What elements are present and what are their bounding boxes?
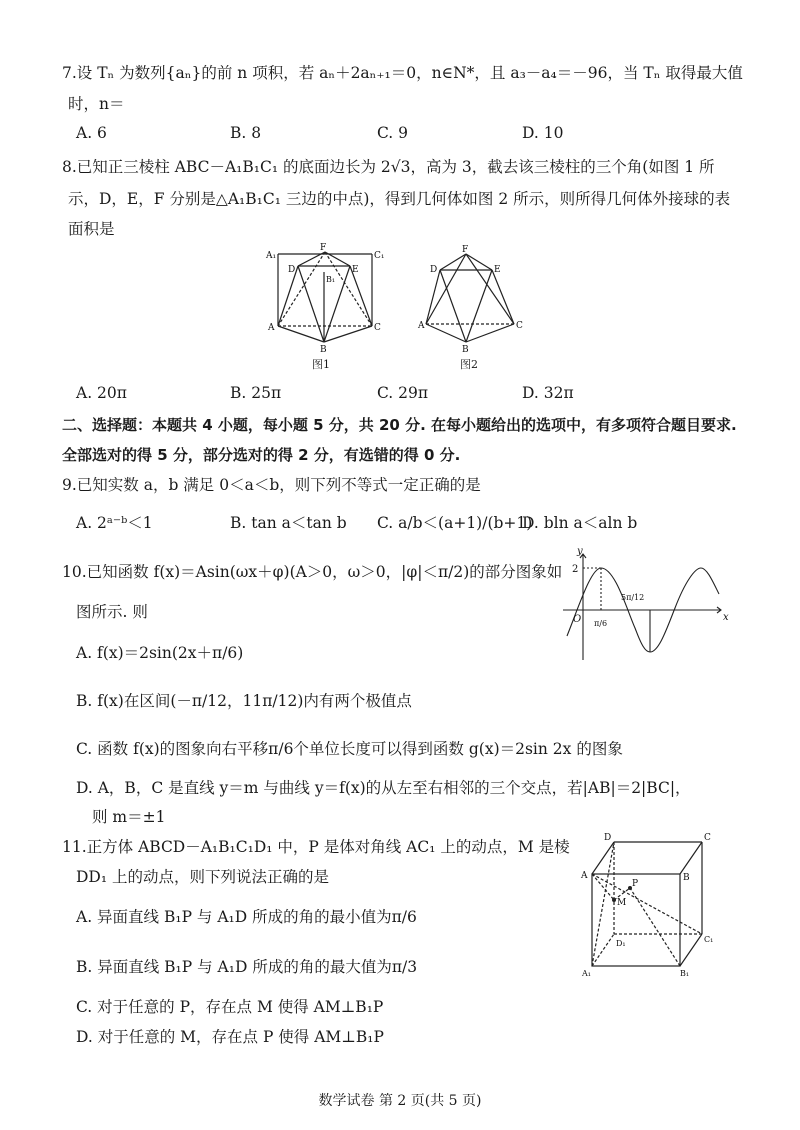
section-2-heading-line1: 二、选择题：本题共 4 小题，每小题 5 分，共 20 分. 在每小题给出的选项中，有多项符合题目要求. <box>62 416 737 434</box>
q8-figure-2 <box>418 244 538 354</box>
q7-option-a: A. 6 <box>76 124 107 142</box>
label-e2: E <box>494 265 501 275</box>
graph-x-label: x <box>723 612 729 623</box>
label-d2: D <box>430 265 438 275</box>
q8-line3: 面积是 <box>68 220 115 238</box>
label-a2: A <box>418 321 425 331</box>
q10-option-d-line1: D. A，B，C 是直线 y＝m 与曲线 y＝f(x)的从左至右相邻的三个交点，若|AB|＝2|BC|， <box>76 779 691 797</box>
q7-line1: 7.设 Tₙ 为数列{aₙ}的前 n 项积，若 aₙ＋2aₙ₊₁＝0，n∈N*，且 a₃－a₄＝－96，当 Tₙ 取得最大值 <box>62 64 743 82</box>
label-a: A <box>268 323 275 333</box>
label-c1: C₁ <box>374 251 385 261</box>
q8-figure-1-caption: 图1 <box>312 358 330 371</box>
q10-line2: 图所示. 则 <box>76 603 148 621</box>
q8-option-d: D. 32π <box>522 384 574 402</box>
q9-line1: 9.已知实数 a，b 满足 0＜a＜b，则下列不等式一定正确的是 <box>62 476 481 494</box>
q10-option-c: C. 函数 f(x)的图象向右平移π/6个单位长度可以得到函数 g(x)＝2sin 2x 的图象 <box>76 740 623 758</box>
cube-label-a1: A₁ <box>582 969 591 978</box>
q8-line1: 8.已知正三棱柱 ABC－A₁B₁C₁ 的底面边长为 2√3，高为 3，截去该三棱柱的三个角(如图 1 所 <box>62 158 715 176</box>
q9-option-a: A. 2ᵃ⁻ᵇ＜1 <box>76 514 153 532</box>
label-b2: B <box>462 345 469 355</box>
cube-label-d1: D₁ <box>616 939 626 948</box>
q10-line1: 10.已知函数 f(x)＝Asin(ωx＋φ)(A＞0，ω＞0，|φ|＜π/2)的部分图象如 <box>62 563 563 581</box>
label-c: C <box>374 323 381 333</box>
q8-figure-1 <box>262 244 392 354</box>
q11-cube-figure <box>580 830 720 980</box>
q7-line2: 时，n＝ <box>68 95 125 113</box>
q11-option-c: C. 对于任意的 P，存在点 M 使得 AM⊥B₁P <box>76 998 384 1016</box>
q8-option-b: B. 25π <box>230 384 282 402</box>
q11-line1: 11.正方体 ABCD－A₁B₁C₁D₁ 中，P 是体对角线 AC₁ 上的动点，M 是棱 <box>62 838 570 856</box>
label-e: E <box>352 265 359 275</box>
q8-line2: 示，D，E，F 分别是△A₁B₁C₁ 三边的中点)，得到几何体如图 2 所示，则所得几何体外接球的表 <box>68 190 731 208</box>
q7-option-d: D. 10 <box>522 124 564 142</box>
q11-option-b: B. 异面直线 B₁P 与 A₁D 所成的角的最大值为π/3 <box>76 958 418 976</box>
label-b: B <box>320 345 327 355</box>
q10-option-d-line2: 则 m＝±1 <box>92 808 166 826</box>
cube-label-c: C <box>704 833 711 843</box>
label-d: D <box>288 265 296 275</box>
cube-label-p: P <box>632 879 639 889</box>
q8-figure-2-caption: 图2 <box>460 358 478 371</box>
label-f: F <box>320 243 327 253</box>
cube-label-a: A <box>581 871 588 881</box>
q10-option-b: B. f(x)在区间(－π/12，11π/12)内有两个极值点 <box>76 692 412 710</box>
q10-function-graph <box>555 548 735 668</box>
label-f2: F <box>462 245 469 255</box>
q7-option-b: B. 8 <box>230 124 262 142</box>
graph-tick-5pi-12: 5π/12 <box>621 593 645 602</box>
q11-option-d: D. 对于任意的 M，存在点 P 使得 AM⊥B₁P <box>76 1028 384 1046</box>
q11-line2: DD₁ 上的动点，则下列说法正确的是 <box>76 868 329 886</box>
cube-label-c1: C₁ <box>704 935 714 944</box>
q7-option-c: C. 9 <box>377 124 409 142</box>
graph-y-label: y <box>577 546 583 557</box>
q9-option-c: C. a/b＜(a+1)/(b+1) <box>377 514 533 532</box>
cube-label-m: M <box>617 898 627 908</box>
cube-label-b: B <box>683 873 690 883</box>
section-2-heading-line2: 全部选对的得 5 分，部分选对的得 2 分，有选错的得 0 分. <box>62 446 461 464</box>
q8-option-a: A. 20π <box>76 384 127 402</box>
label-b1: B₁ <box>326 275 336 284</box>
label-c2: C <box>516 321 523 331</box>
cube-label-b1: B₁ <box>680 969 690 978</box>
graph-ymax-label: 2 <box>572 564 579 575</box>
graph-tick-pi-6: π/6 <box>594 619 608 628</box>
q9-option-d: D. bln a＜aln b <box>522 514 638 532</box>
q11-option-a: A. 异面直线 B₁P 与 A₁D 所成的角的最小值为π/6 <box>76 908 417 926</box>
graph-origin-label: O <box>573 614 582 625</box>
q8-option-c: C. 29π <box>377 384 429 402</box>
page-footer: 数学试卷 第 2 页(共 5 页) <box>318 1093 482 1109</box>
q9-option-b: B. tan a＜tan b <box>230 514 347 532</box>
cube-label-d: D <box>604 833 612 843</box>
q10-option-a: A. f(x)＝2sin(2x＋π/6) <box>76 644 244 662</box>
label-a1: A₁ <box>266 251 277 261</box>
